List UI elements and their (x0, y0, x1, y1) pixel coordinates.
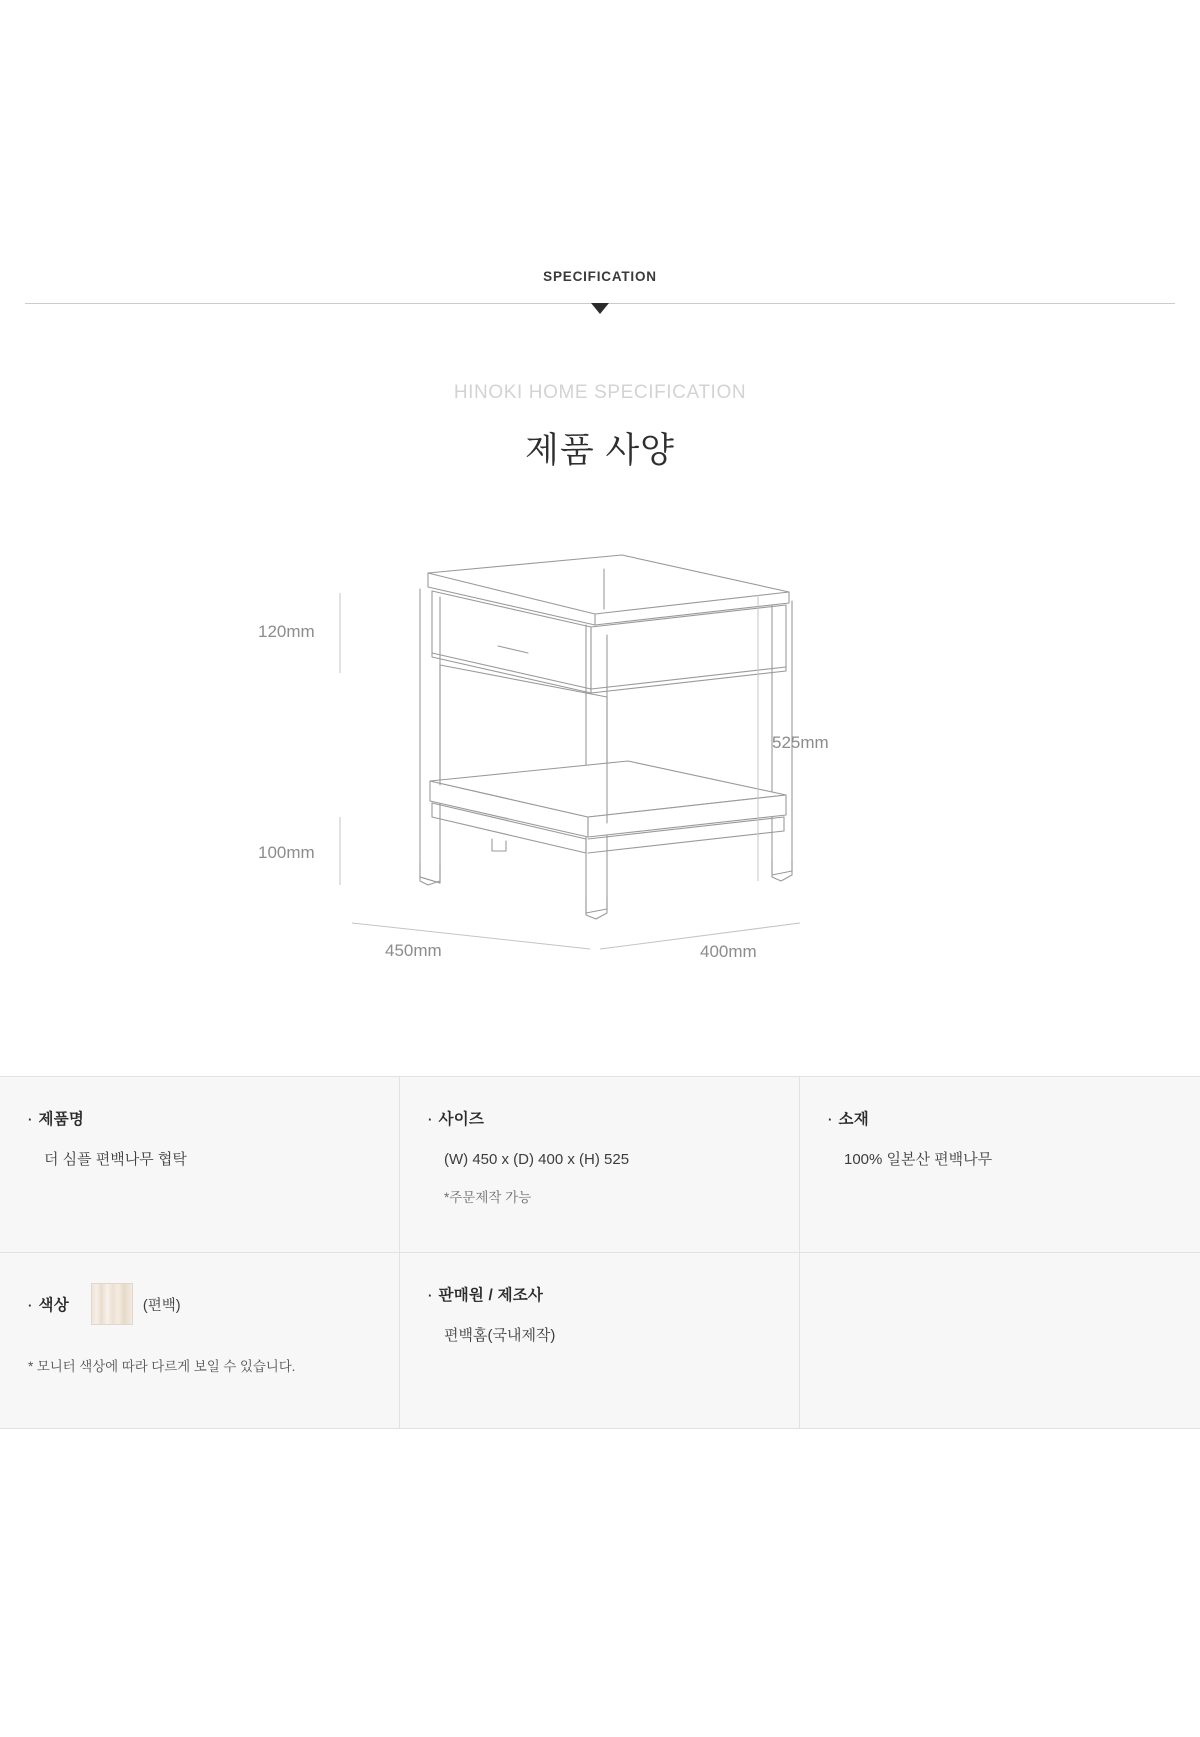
spec-cell-size (400, 1077, 800, 1252)
spec-cell-material (800, 1077, 1200, 1252)
table-row (0, 1253, 1200, 1428)
color-swatch-caption: (편백) (142, 1297, 181, 1314)
bullet-icon: · (28, 1112, 33, 1127)
page-title-english: HINOKI HOME SPECIFICATION (453, 382, 747, 403)
spec-cell-seller-manufacturer (400, 1253, 800, 1428)
specification-label: SPECIFICATION (543, 269, 657, 284)
bullet-icon: · (28, 1298, 33, 1313)
dimension-height: 525mm (772, 733, 829, 752)
specification-table (0, 1076, 1200, 1429)
spec-value-size: (W) 450 x (D) 400 x (H) 525 (444, 1151, 630, 1168)
spec-label-material: · 소재 (828, 1111, 869, 1128)
spec-cell-empty (800, 1253, 1200, 1428)
bedside-table-line-drawing (0, 545, 1200, 1005)
product-dimension-drawing (0, 545, 1200, 1005)
spec-note-size: *주문제작 가능 (444, 1189, 532, 1205)
specification-divider-header (0, 268, 1200, 286)
bullet-icon: · (828, 1112, 833, 1127)
page-title-korean: 제품 사양 (525, 431, 675, 470)
page-title-block (0, 382, 1200, 473)
spec-label-seller-manufacturer: · 판매원 / 제조사 (428, 1287, 544, 1304)
spec-value-product-name: 더 심플 편백나무 협탁 (44, 1151, 187, 1168)
dimension-depth: 400mm (700, 942, 757, 961)
spec-value-material: 100% 일본산 편백나무 (844, 1151, 993, 1168)
spec-label-product-name: · 제품명 (28, 1111, 85, 1128)
color-footnote: * 모니터 색상에 따라 다르게 보일 수 있습니다. (28, 1359, 296, 1374)
spec-label-size: · 사이즈 (428, 1111, 485, 1128)
spec-value-seller-manufacturer: 편백홈(국내제작) (444, 1327, 556, 1344)
spec-cell-product-name (0, 1077, 400, 1252)
dimension-top-section: 120mm (258, 622, 315, 641)
dimension-width: 450mm (385, 941, 442, 960)
bullet-icon: · (428, 1112, 433, 1127)
triangle-up-icon (591, 303, 609, 314)
color-swatch (91, 1283, 133, 1325)
spec-cell-color (0, 1253, 400, 1428)
bullet-icon: · (428, 1288, 433, 1303)
spec-label-color: · 색상 (28, 1297, 69, 1314)
dimension-bottom-section: 100mm (258, 843, 315, 862)
table-row (0, 1077, 1200, 1253)
divider-rule-wrap (0, 303, 1200, 304)
spec-label-color-line (28, 1283, 371, 1325)
